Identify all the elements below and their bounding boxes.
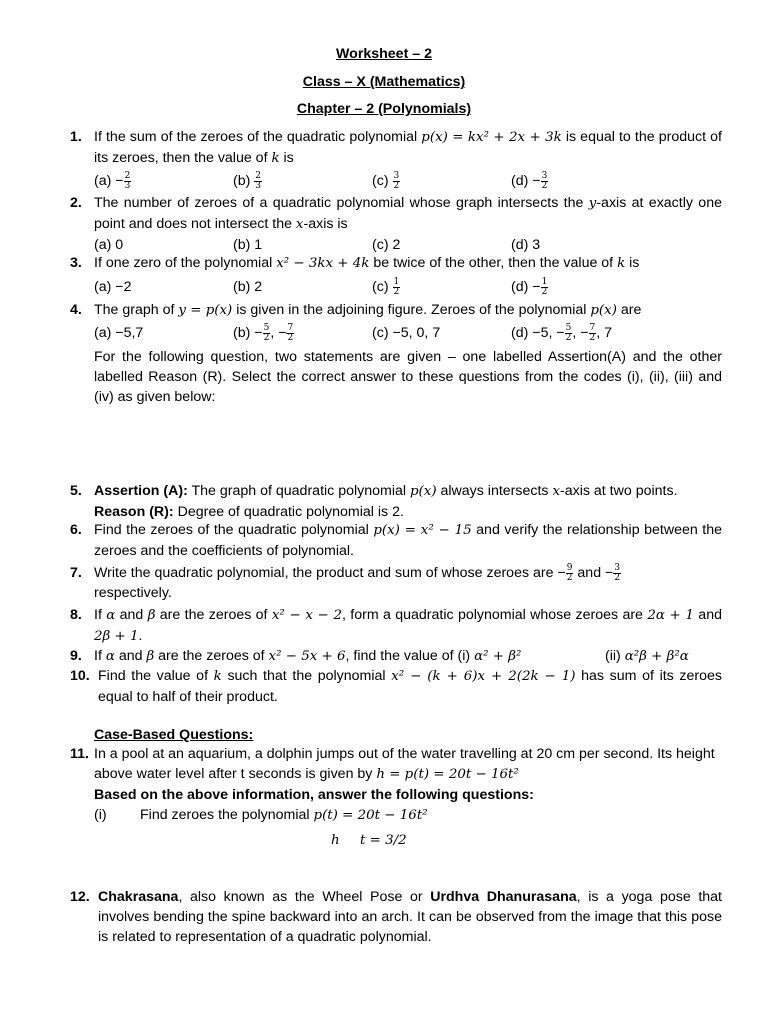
question-number: 10.	[70, 668, 90, 684]
option-c: (c) 2	[372, 237, 401, 253]
option-d: (d) −5, − $\frac{5}{2}$ , − $\frac{7}{2}$ , 7	[511, 322, 613, 343]
option-c: (c) −5, 0, 7	[372, 325, 441, 341]
options-row	[94, 171, 722, 191]
question-12: 12. Chakrasana, also known as the Wheel Pose or Urdhva Dhanurasana, is a yoga pose that involves bending the spine backward into an arch. It can be observed from the image that this pose is related to representation of a quadratic polynomial.	[70, 889, 722, 945]
option-a: (a) 0	[94, 237, 124, 253]
option-d: (d) − $\frac{3}{2}$	[511, 170, 548, 191]
question-8: 8. If α and β are the zeroes of x² − x − 2, form a quadratic polynomial whose zeroes are 2α + 1 and 2β + 1.	[70, 607, 722, 644]
question-number: 5.	[70, 483, 82, 499]
question-number: 11.	[70, 746, 89, 762]
question-9: 9. If α and β are the zeroes of x² − 5x + 6, find the value of (i) α² + β² (ii) α²β + β²α	[70, 648, 689, 664]
option-b: (b) 1	[233, 237, 263, 253]
option-d: (d) 3	[511, 237, 541, 253]
question-1: 1. If the sum of the zeroes of the quadratic polynomial p(x) = kx² + 2x + 3k is equal to the product of its zeroes, then the value of k is (a) − $\frac{2}{3}$ (b) $\frac{2}{3}$ (c) $\frac{3}{2}$ (d) − $\frac{3}{2}$	[70, 129, 722, 191]
worksheet-title: Worksheet – 2	[336, 46, 432, 62]
question-3: 3. If one zero of the polynomial x² − 3kx + 4k be twice of the other, then the value of k is (a) −2 (b) 2 (c) $\frac{1}{2}$ (d) − $\frac{1}{2}$	[70, 253, 722, 297]
math-expression: p(x) = kx² + 2x + 3k	[421, 130, 562, 145]
question-number: 8.	[70, 607, 82, 623]
option-d: (d) − $\frac{1}{2}$	[511, 276, 548, 297]
options-row	[94, 277, 722, 297]
option-b: (b) $\frac{2}{3}$	[233, 170, 262, 191]
question-6: 6. Find the zeroes of the quadratic polynomial p(x) = x² − 15 and verify the relationship between the zeroes and the coefficients of polynomial.	[70, 522, 722, 559]
question-2: 2. The number of zeroes of a quadratic polynomial whose graph intersects the y-axis at exactly one point and does not intersect the x-axis is (a) 0 (b) 1 (c) 2 (d) 3	[70, 195, 722, 253]
option-c: (c) $\frac{1}{2}$	[372, 276, 400, 297]
case-based-heading: Case-Based Questions:	[94, 727, 254, 743]
question-number: 2.	[70, 195, 82, 211]
option-c: (c) $\frac{3}{2}$	[372, 170, 400, 191]
option-a: (a) − $\frac{2}{3}$	[94, 170, 131, 191]
question-5: 5. Assertion (A): The graph of quadratic polynomial p(x) always intersects x-axis at two points. Reason (R): Degree of quadratic polynomial is 2.	[70, 483, 678, 520]
question-number: 1.	[70, 129, 82, 145]
question-number: 3.	[70, 255, 82, 271]
option-a: (a) −2	[94, 279, 132, 295]
option-b: (b) 2	[233, 279, 263, 295]
question-number: 9.	[70, 648, 82, 664]
option-a: (a) −5,7	[94, 325, 144, 341]
assertion-reason-instructions: For the following question, two statements are given – one labelled Assertion(A) and the other labelled Reason (R). Select the correct answer to these questions from the codes (i), (ii), (iii) and (iv) as given below:	[94, 349, 722, 405]
question-10: 10. Find the value of k such that the polynomial x² − (k + 6)x + 2(2k − 1) has sum of its zeroes equal to half of their product.	[70, 668, 723, 705]
chapter-title: Chapter – 2 (Polynomials)	[296, 101, 472, 117]
options-row	[94, 235, 722, 255]
question-7: 7. Write the quadratic polynomial, the product and sum of whose zeroes are − $\frac{9}{2}$ and − $\frac{3}{2}$ respectively.	[70, 562, 621, 601]
question-11: 11. In a pool at an aquarium, a dolphin jumps out of the water travelling at 20 cm per second. Its height above water level after t seconds is given by h = p(t) = 20t − 16t² Based on the above information, answer the following questions: (i) Find zeroes the polynomial p(t) = 20t − 16t² h t = 3/2	[70, 746, 715, 848]
question-number: 6.	[70, 522, 82, 538]
question-4: 4. The graph of y = p(x) is given in the adjoining figure. Zeroes of the polynomial p(x) are (a) −5,7 (b) − $\frac{5}{2}$ , − $\frac{7}{2}$ (c) −5, 0, 7 (d) −5, − $\frac{5}{2}$ , − $\frac{7}{2}$ , 7 For the following question, two statements are given – one labelled Assertion(A) and the other labelled Reason (R). Select the correct answer to these questions from the codes (i), (ii), (iii) and (iv) as given below:	[70, 302, 722, 405]
options-row	[94, 323, 722, 343]
class-title: Class – X (Mathematics)	[302, 74, 466, 90]
question-number: 4.	[70, 302, 82, 318]
question-number: 12.	[70, 889, 90, 905]
option-b: (b) − $\frac{5}{2}$ , − $\frac{7}{2}$	[233, 322, 294, 343]
question-number: 7.	[70, 565, 82, 581]
